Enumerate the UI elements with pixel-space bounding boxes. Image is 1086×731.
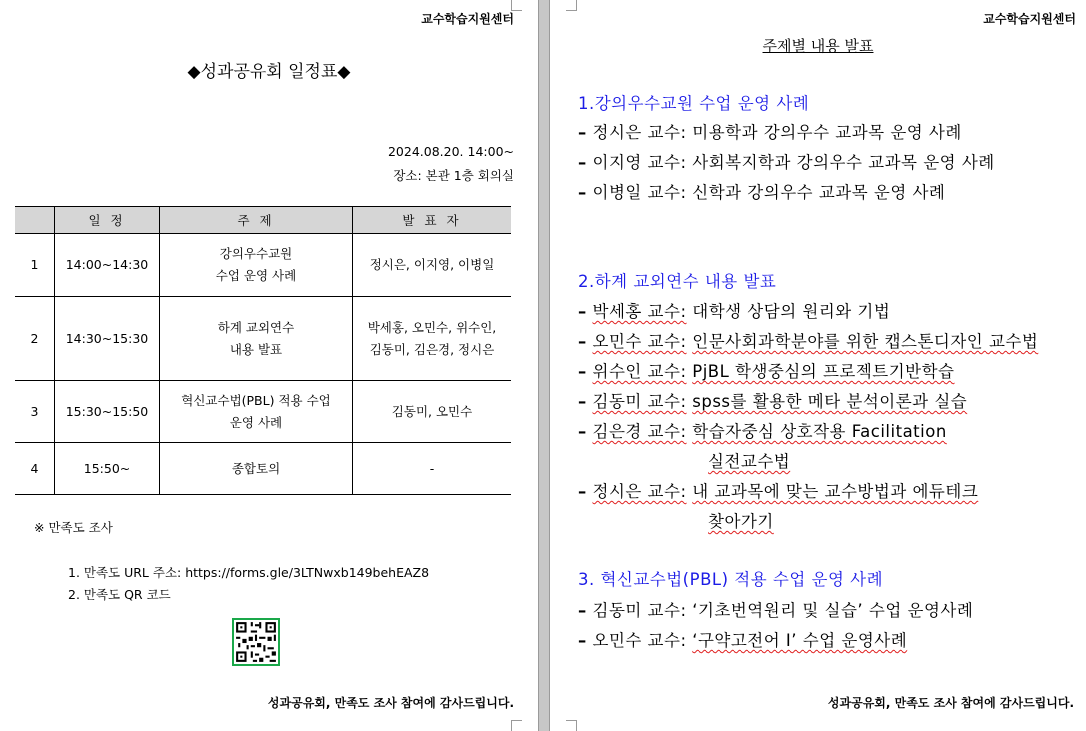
- presenter-name: 이지영 교수:: [592, 153, 687, 172]
- topic-line: 수업 운영 사례: [215, 268, 297, 283]
- list-item: [578, 478, 978, 502]
- page-corner-mark: [511, 720, 522, 731]
- dash: –: [578, 422, 587, 441]
- presenter-name: 박세홍 교수:: [592, 302, 687, 321]
- item-text: 내 교과목에 맞는 교수방법과 에듀테크: [692, 482, 979, 501]
- dash: –: [578, 362, 587, 381]
- presenter-name: 정시은 교수:: [592, 482, 687, 501]
- list-item: [578, 358, 955, 382]
- table-header-row: [15, 207, 511, 234]
- presenter-name: 정시은 교수:: [592, 123, 687, 142]
- item-text: ‘구약고전어 Ⅰ’ 수업 운영사례: [692, 631, 908, 650]
- list-item: [578, 418, 947, 442]
- row-time: 14:30~15:30: [55, 297, 160, 381]
- center-header: 교수학습지원센터: [421, 12, 514, 26]
- dash: –: [578, 631, 587, 650]
- presentations-title: 주제별 내용 발표: [762, 37, 874, 55]
- qr-code[interactable]: [232, 618, 280, 666]
- table-row: [15, 381, 511, 443]
- row-presenters: [353, 234, 512, 297]
- item-text: 신학과 강의우수 교과목 운영 사례: [692, 183, 946, 202]
- topic-line: 운영 사례: [229, 414, 283, 430]
- row-topic: [160, 381, 353, 443]
- presenter-name: 이병일 교수:: [592, 183, 687, 202]
- topic-line: 혁신교수법(PBL) 적용 수업: [181, 392, 331, 408]
- page-corner-mark: [566, 0, 577, 11]
- item-text: 학습자중심 상호작용 Facilitation: [692, 422, 947, 441]
- presenter-name: 김동미 교수:: [592, 392, 687, 411]
- presenter-line: 박세홍, 오민수, 위수인,: [367, 319, 497, 335]
- item-continuation: [708, 508, 774, 532]
- qr-code-pattern: [234, 620, 278, 664]
- item-text: spss를 활용한 메타 분석이론과 실습: [692, 392, 968, 411]
- event-datetime: 2024.08.20. 14:00~: [387, 144, 514, 159]
- list-item: [578, 388, 967, 412]
- dash: –: [578, 123, 587, 142]
- row-presenters: [353, 443, 512, 495]
- dash: –: [578, 183, 587, 202]
- schedule-title: ◆성과공유회 일정표◆: [187, 62, 351, 82]
- dash: –: [578, 482, 587, 501]
- dash: –: [578, 302, 587, 321]
- row-no: 3: [15, 381, 55, 443]
- header-topic: 주 제: [160, 207, 353, 234]
- item-text-cont: 찾아가기: [708, 512, 774, 531]
- presenter-name: 오민수 교수:: [592, 631, 687, 650]
- page-gutter: [538, 0, 550, 731]
- row-topic: [160, 443, 353, 495]
- row-time: 15:50~: [55, 443, 160, 495]
- topic-line: 하계 교외연수: [217, 319, 295, 335]
- list-item: [578, 149, 995, 173]
- topic-line: 강의우수교원: [219, 246, 293, 261]
- item-text-cont: 실전교수법: [708, 452, 791, 471]
- row-no: 2: [15, 297, 55, 381]
- section-heading-1: 1.강의우수교원 수업 운영 사례: [578, 94, 810, 113]
- page-corner-mark: [566, 720, 577, 731]
- list-item: [578, 298, 890, 322]
- dash: –: [578, 332, 587, 351]
- center-header: 교수학습지원센터: [983, 12, 1076, 26]
- dash: –: [578, 392, 587, 411]
- item-text: 인문사회과학분야를 위한 캡스톤디자인 교수법: [692, 332, 1039, 351]
- left-page: [0, 0, 538, 731]
- schedule-table: [15, 206, 511, 495]
- list-item: [578, 597, 973, 621]
- event-location: 장소: 본관 1층 회의실: [393, 168, 514, 183]
- row-time: 14:00~14:30: [55, 234, 160, 297]
- presenter-line: -: [429, 460, 435, 476]
- row-time: 15:30~15:50: [55, 381, 160, 443]
- dash: –: [578, 153, 587, 172]
- row-no: 4: [15, 443, 55, 495]
- row-topic: [160, 297, 353, 381]
- thanks-message: 성과공유회, 만족도 조사 참여에 감사드립니다.: [267, 696, 514, 710]
- row-presenters: [353, 297, 512, 381]
- header-time: 일 정: [55, 207, 160, 234]
- item-continuation: [708, 448, 790, 472]
- survey-qr-label: 2. 만족도 QR 코드: [68, 587, 171, 602]
- right-page: [550, 0, 1086, 731]
- topic-line: 종합토의: [231, 460, 281, 476]
- presenter-line: 김동미, 오민수: [391, 403, 473, 419]
- item-text: 사회복지학과 강의우수 교과목 운영 사례: [692, 153, 995, 172]
- list-item: [578, 328, 1038, 352]
- row-no: 1: [15, 234, 55, 297]
- dash: –: [578, 601, 587, 620]
- topic-line: 내용 발표: [229, 341, 283, 357]
- survey-url[interactable]: 1. 만족도 URL 주소: https://forms.gle/3LTNwxb149behEAZ8: [68, 565, 430, 580]
- table-row: [15, 443, 511, 495]
- presenter-name: 김동미 교수:: [592, 601, 687, 620]
- list-item: [578, 119, 962, 143]
- row-topic: [160, 234, 353, 297]
- survey-title: ※ 만족도 조사: [34, 520, 113, 535]
- item-text: 대학생 상담의 원리와 기법: [692, 302, 891, 321]
- section-heading-3: 3. 혁신교수법(PBL) 적용 수업 운영 사례: [578, 570, 884, 589]
- section-heading-2: 2.하계 교외연수 내용 발표: [578, 272, 777, 291]
- header-no: [15, 207, 55, 234]
- list-item: [578, 179, 945, 203]
- item-text: 미용학과 강의우수 교과목 운영 사례: [692, 123, 962, 142]
- list-item: [578, 627, 907, 651]
- item-text: ‘기초번역원리 및 실습’ 수업 운영사례: [692, 601, 974, 620]
- presenter-line: 김동미, 김은경, 정시은: [369, 341, 495, 357]
- row-presenters: [353, 381, 512, 443]
- presenter-name: 김은경 교수:: [592, 422, 687, 441]
- presenter-line: 정시은, 이지영, 이병일: [369, 257, 495, 272]
- header-presenter: 발 표 자: [353, 207, 512, 234]
- item-text: PjBL 학생중심의 프로젝트기반학습: [692, 362, 955, 381]
- presenter-name: 오민수 교수:: [592, 332, 687, 351]
- table-row: [15, 297, 511, 381]
- thanks-message: 성과공유회, 만족도 조사 참여에 감사드립니다.: [827, 696, 1074, 710]
- presenter-name: 위수인 교수:: [592, 362, 687, 381]
- table-row: [15, 234, 511, 297]
